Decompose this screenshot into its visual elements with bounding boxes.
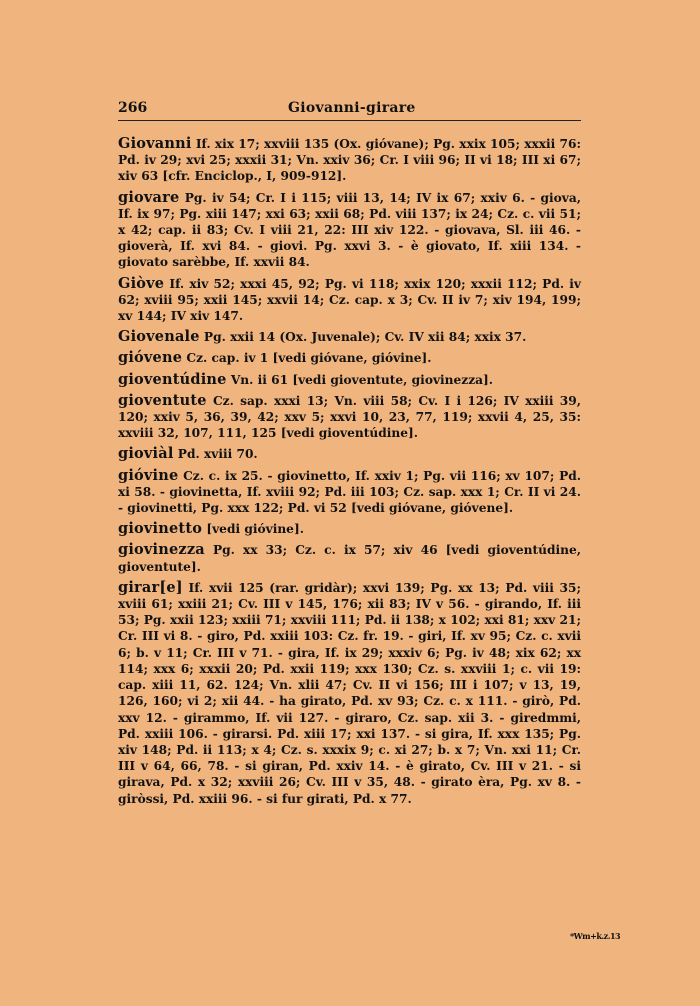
entry-giovare bbox=[118, 190, 581, 271]
entry-text: Pd. xviii 70. bbox=[173, 447, 258, 462]
entry-giovenale bbox=[118, 329, 581, 345]
entry-text: Vn. ii 61 [vedi gioventute, giovinezza]. bbox=[226, 372, 494, 387]
entry-headword: giovare bbox=[118, 188, 180, 206]
entry-headword: giovinezza bbox=[118, 541, 205, 559]
entry-text: Pg. iv 54; Cr. I i 115; viii 13, 14; IV ix 67; xxiv 6. - giova, If. ix 97; Pg. xiii 147; xxi 63; xxii 68; Pd. viii 137; ix 24; Cz. c. vii 51; x 42; cap. ii 83; Cv. I viii 21, 22: III xiv 122. - giovava, Sl. iii 46. - gioverà, If. xvi 84. - giovi. Pg. xxvi 3. - è giovato, If. xiii 134. - giovato sarèbbe, If. xxvii 84. bbox=[118, 190, 581, 270]
entry-giovinezza bbox=[118, 542, 581, 574]
entry-text: Pg. xx 33; Cz. c. ix 57; xiv 46 [vedi gioventúdine, gioventute]. bbox=[118, 543, 581, 574]
entry-headword: Giovanni bbox=[118, 135, 192, 152]
entry-text: Cz. sap. xxxi 13; Vn. viii 58; Cv. I i 126; IV xxiii 39, 120; xxiv 5, 36, 39, 42; xxv 5; xxvi 10, 23, 77, 119; xxvii 4, 25, 35: xxviii 32, 107, 111, 125 [vedi gioventúdine]. bbox=[118, 393, 581, 441]
entry-giove bbox=[118, 276, 581, 325]
entry-girare bbox=[118, 580, 581, 807]
entry-text: If. xix 17; xxviii 135 (Ox. gióvane); Pg. xxix 105; xxxii 76: Pd. iv 29; xvi 25; xxxii 31; Vn. xxiv 36; Cr. I viii 96; II vi 18; III xi 67; xiv 63 [cfr. Enciclop., I, 909-912]. bbox=[118, 137, 581, 184]
entry-headword: Giovenale bbox=[118, 328, 200, 346]
entry-headword: giovinetto bbox=[118, 520, 203, 538]
entry-gioventudine bbox=[118, 372, 581, 388]
entry-headword: gioventúdine bbox=[118, 370, 227, 388]
entry-headword: girar[e] bbox=[118, 578, 183, 596]
entry-giovene bbox=[118, 350, 581, 366]
entry-headword: Giòve bbox=[118, 274, 165, 292]
entry-text: Cz. c. ix 25. - giovinetto, If. xxiv 1; Pg. vii 116; xv 107; Pd. xi 58. - giovinetta, If. xviii 92; Pd. iii 103; Cz. sap. xxx 1; Cr. II vi 24. - giovinetti, Pg. xxx 122; Pd. vi 52 [vedi gióvane, gióvene]. bbox=[118, 468, 581, 516]
running-head: Giovanni-girare bbox=[288, 100, 416, 116]
entry-headword: gioventute bbox=[118, 391, 207, 409]
entry-giovine bbox=[118, 468, 581, 517]
entry-headword: gióvine bbox=[118, 466, 179, 484]
entry-giovinetto bbox=[118, 521, 581, 537]
page-number: 266 bbox=[118, 100, 148, 116]
entry-text: If. xvii 125 (rar. gridàr); xxvi 139; Pg. xx 13; Pd. viii 35; xviii 61; xxiii 21; Cv. III v 145, 176; xii 83; IV v 56. - girando, If. iii 53; Pg. xxii 123; xxiii 71; xxviii 111; Pd. ii 138; x 102; xxi 81; xxv 21; Cr. III vi 8. - giro, Pd. xxiii 103: Cz. fr. 19. - giri, If. xv 95; Cz. c. xvii 6; b. v 11; Cr. III v 71. - gira, If. ix 29; xxxiv 6; Pg. iv 48; xix 62; xx 114; xxx 6; xxxii 20; Pd. xxii 119; xxx 130; Cz. s. xxviii 1; c. vii 19: cap. xiii 11, 62. 124; Vn. xlii 47; Cv. II vi 156; III i 107; v 13, 19, 126, 160; vi 2; xii 44. - ha girato, Pd. xv 93; Cz. c. x 111. - girò, Pd. xxv 12. - girammo, If. vii 127. - giraro, Cz. sap. xii 3. - giredmmi, Pd. xxiii 106. - girarsi. Pd. xiii 17; xxi 137. - si gira, If. xxx 135; Pg. xiv 148; Pd. ii 113; x 4; Cz. s. xxxix 9; c. xi 27; b. x 7; Vn. xxi 11; Cr. III v 64, 66, 78. - si giran, Pd. xxiv 14. - è girato, Cv. III v 21. - si girava, Pd. x 32; xxviii 26; Cv. III v 35, 48. - girato èra, Pg. xv 8. - giròssi, Pd. xxiii 96. - si fur girati, Pd. x 77. bbox=[118, 580, 581, 806]
entry-headword: gioviàl bbox=[118, 445, 174, 463]
entry-gioviale bbox=[118, 446, 581, 462]
entry-headword: gióvene bbox=[118, 349, 183, 367]
entry-text: Pg. xxii 14 (Ox. Juvenale); Cv. IV xii 84; xxix 37. bbox=[199, 330, 527, 345]
dictionary-entries bbox=[118, 136, 581, 812]
entry-text: [vedi gióvine]. bbox=[202, 522, 304, 537]
printer-mark: *Wm+k.z.13 bbox=[570, 931, 621, 941]
entry-text: Cz. cap. iv 1 [vedi gióvane, gióvine]. bbox=[182, 351, 432, 366]
entry-gioventute bbox=[118, 393, 581, 442]
page-header bbox=[118, 100, 581, 121]
entry-giovanni bbox=[118, 136, 581, 185]
entry-text: If. xiv 52; xxxi 45, 92; Pg. vi 118; xxix 120; xxxii 112; Pd. iv 62; xviii 95; xxii 145; xxvii 14; Cz. cap. x 3; Cv. II iv 7; xiv 194, 199; xv 144; IV xiv 147. bbox=[118, 276, 581, 324]
